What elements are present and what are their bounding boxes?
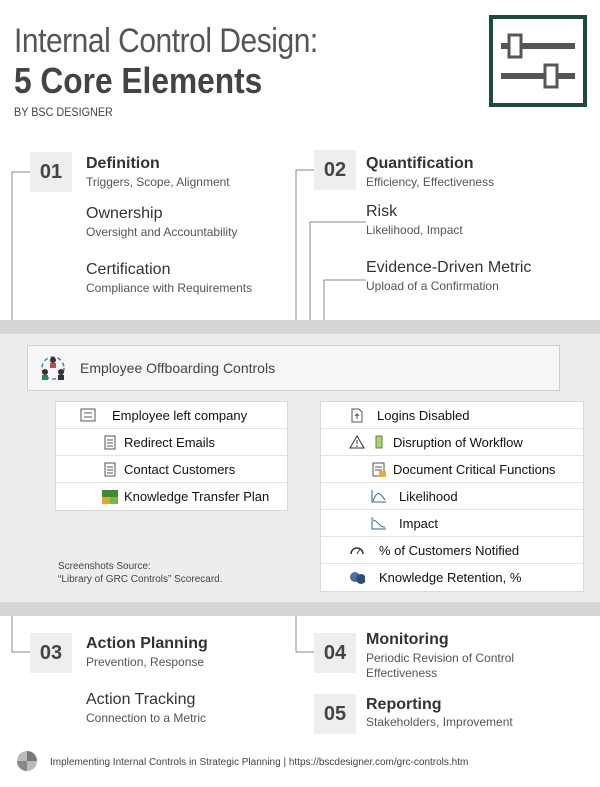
- row-label: Redirect Emails: [124, 434, 216, 450]
- bsc-logo-icon: [16, 750, 38, 777]
- quantification-subtitle: Efficiency, Effectiveness: [366, 175, 495, 189]
- document-icon: [102, 434, 118, 450]
- plan-icon: [102, 489, 118, 505]
- table-row[interactable]: [321, 537, 583, 564]
- evidence-metric-title: Evidence-Driven Metric: [366, 259, 532, 276]
- row-label: % of Customers Notified: [379, 542, 520, 558]
- trigger-icon: [80, 407, 96, 423]
- right-indicator-table: [320, 401, 584, 592]
- green-bar-icon: [371, 434, 387, 450]
- ownership-title: Ownership: [86, 205, 163, 222]
- element-number-04: 04: [314, 633, 356, 673]
- band-bottom-stripe: [0, 602, 600, 616]
- reporting-subtitle: Stakeholders, Improvement: [366, 715, 513, 729]
- quantification-title: Quantification: [366, 155, 474, 172]
- row-label: Likelihood: [399, 488, 458, 504]
- row-label: Disruption of Workflow: [393, 434, 523, 450]
- monitoring-subtitle-line1: Periodic Revision of Control: [366, 651, 515, 665]
- element-number-01: 01: [30, 152, 72, 192]
- risk-subtitle: Likelihood, Impact: [366, 223, 463, 237]
- table-row[interactable]: [56, 402, 287, 429]
- table-row[interactable]: [321, 483, 583, 510]
- scorecard-header[interactable]: [27, 345, 560, 391]
- document-icon: [102, 461, 118, 477]
- action-tracking-title: Action Tracking: [86, 691, 196, 708]
- table-row[interactable]: [321, 564, 583, 591]
- monitoring-subtitle-line2: Effectiveness: [366, 666, 438, 680]
- people-icon: [349, 570, 365, 586]
- gauge-icon: [349, 542, 365, 558]
- table-row[interactable]: [56, 483, 287, 510]
- curve-down-icon: [371, 515, 387, 531]
- reporting-title: Reporting: [366, 696, 442, 713]
- action-planning-subtitle: Prevention, Response: [86, 655, 205, 669]
- byline: BY BSC DESIGNER: [14, 105, 113, 119]
- table-row[interactable]: [321, 456, 583, 483]
- checklist-icon: [371, 461, 387, 477]
- upload-icon: [349, 407, 365, 423]
- certification-subtitle: Compliance with Requirements: [86, 281, 253, 295]
- source-line1: Screenshots Source:: [58, 561, 151, 572]
- evidence-metric-subtitle: Upload of a Confirmation: [366, 279, 499, 293]
- footer-text: Implementing Internal Controls in Strategic Planning | https://bscdesigner.com/grc-controls.htm: [50, 757, 469, 768]
- table-row[interactable]: [321, 510, 583, 537]
- page-title-line1: Internal Control Design:: [14, 22, 318, 60]
- row-label: Document Critical Functions: [393, 461, 556, 477]
- action-tracking-subtitle: Connection to a Metric: [86, 711, 207, 725]
- source-line2: “Library of GRC Controls” Scorecard.: [58, 574, 223, 585]
- left-indicator-table: [55, 401, 288, 511]
- table-row[interactable]: [56, 429, 287, 456]
- risk-title: Risk: [366, 203, 398, 220]
- row-label: Impact: [399, 515, 439, 531]
- definition-subtitle: Triggers, Scope, Alignment: [86, 175, 230, 189]
- certification-title: Certification: [86, 261, 171, 278]
- element-number-02: 02: [314, 150, 356, 190]
- table-row[interactable]: [321, 429, 583, 456]
- row-label: Knowledge Transfer Plan: [124, 489, 270, 504]
- row-label: Logins Disabled: [377, 407, 470, 423]
- curve-icon: [371, 488, 387, 504]
- team-icon: [38, 353, 68, 383]
- monitoring-title: Monitoring: [366, 631, 449, 648]
- warning-icon: [349, 434, 365, 450]
- element-number-05: 05: [314, 694, 356, 734]
- definition-title: Definition: [86, 155, 160, 172]
- table-row[interactable]: [56, 456, 287, 483]
- row-label: Contact Customers: [124, 461, 236, 477]
- element-number-03: 03: [30, 633, 72, 673]
- row-label: Knowledge Retention, %: [379, 570, 522, 585]
- page-title-line2: 5 Core Elements: [14, 60, 263, 101]
- band-top-stripe: [0, 320, 600, 334]
- screenshot-source-note: [58, 560, 223, 586]
- row-label: Employee left company: [112, 407, 248, 423]
- action-planning-title: Action Planning: [86, 635, 208, 652]
- scorecard-title: Employee Offboarding Controls: [80, 360, 276, 376]
- ownership-subtitle: Oversight and Accountability: [86, 225, 238, 239]
- table-row[interactable]: [321, 402, 583, 429]
